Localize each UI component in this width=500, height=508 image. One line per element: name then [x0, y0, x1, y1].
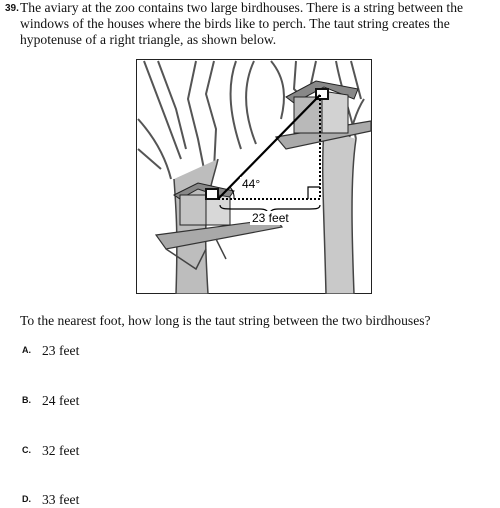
question-prompt: To the nearest foot, how long is the taut string between the two birdhouses? [20, 313, 431, 328]
question-stem: The aviary at the zoo contains two large birdhouses. There is a string between the windows of the houses where the birds like to perch. The taut string creates the hypotenuse of a right triangle, as shown below. [20, 0, 464, 47]
question-number: 39. [5, 3, 19, 14]
birdhouse-diagram [136, 59, 372, 294]
choice-c-text: 32 feet [42, 443, 80, 458]
choice-d-text: 33 feet [42, 492, 80, 507]
birdhouse-figure [136, 59, 372, 294]
left-window [206, 189, 218, 199]
choice-b-letter: B. [22, 395, 31, 405]
choice-c-letter: C. [22, 445, 31, 455]
choice-a-letter: A. [22, 345, 31, 355]
choice-b-text: 24 feet [42, 393, 80, 408]
choice-c[interactable] [22, 443, 79, 459]
angle-label: 44° [242, 177, 261, 191]
choice-a[interactable] [22, 343, 79, 359]
leg-label: 23 feet [252, 211, 289, 225]
choice-b[interactable] [22, 393, 79, 409]
right-tree-trunk [323, 129, 356, 294]
choice-a-text: 23 feet [42, 343, 80, 358]
choice-d-letter: D. [22, 494, 31, 504]
